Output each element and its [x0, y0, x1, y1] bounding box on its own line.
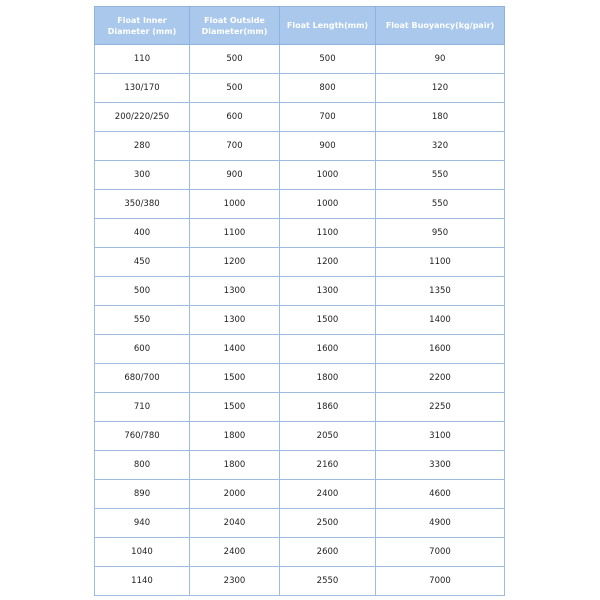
cell-outside-diameter: 1400 [190, 335, 280, 364]
cell-length: 500 [280, 45, 376, 74]
cell-inner-diameter: 280 [95, 132, 190, 161]
cell-inner-diameter: 550 [95, 306, 190, 335]
cell-length: 900 [280, 132, 376, 161]
cell-length: 2600 [280, 538, 376, 567]
table-row [95, 45, 505, 74]
header-outside-diameter: Float Outside Diameter(mm) [190, 7, 280, 45]
cell-buoyancy: 4900 [376, 509, 505, 538]
cell-inner-diameter: 110 [95, 45, 190, 74]
cell-outside-diameter: 900 [190, 161, 280, 190]
cell-outside-diameter: 1300 [190, 306, 280, 335]
cell-length: 700 [280, 103, 376, 132]
table-row [95, 103, 505, 132]
cell-outside-diameter: 1800 [190, 422, 280, 451]
table-row [95, 161, 505, 190]
cell-buoyancy: 550 [376, 190, 505, 219]
cell-outside-diameter: 600 [190, 103, 280, 132]
cell-buoyancy: 7000 [376, 567, 505, 596]
cell-buoyancy: 1350 [376, 277, 505, 306]
cell-buoyancy: 1100 [376, 248, 505, 277]
cell-outside-diameter: 2040 [190, 509, 280, 538]
cell-buoyancy: 950 [376, 219, 505, 248]
cell-buoyancy: 550 [376, 161, 505, 190]
cell-length: 1000 [280, 190, 376, 219]
table-row [95, 190, 505, 219]
table-header [95, 7, 505, 45]
cell-inner-diameter: 200/220/250 [95, 103, 190, 132]
header-row [95, 7, 505, 45]
cell-outside-diameter: 2300 [190, 567, 280, 596]
table-row [95, 335, 505, 364]
cell-length: 1200 [280, 248, 376, 277]
cell-length: 1500 [280, 306, 376, 335]
table-row [95, 422, 505, 451]
cell-outside-diameter: 1100 [190, 219, 280, 248]
cell-buoyancy: 4600 [376, 480, 505, 509]
table-row [95, 567, 505, 596]
cell-buoyancy: 120 [376, 74, 505, 103]
cell-outside-diameter: 1200 [190, 248, 280, 277]
cell-length: 1100 [280, 219, 376, 248]
cell-length: 800 [280, 74, 376, 103]
cell-inner-diameter: 940 [95, 509, 190, 538]
cell-inner-diameter: 1040 [95, 538, 190, 567]
table-row [95, 364, 505, 393]
cell-length: 2050 [280, 422, 376, 451]
cell-buoyancy: 3300 [376, 451, 505, 480]
cell-outside-diameter: 1300 [190, 277, 280, 306]
cell-length: 2500 [280, 509, 376, 538]
cell-outside-diameter: 500 [190, 45, 280, 74]
cell-buoyancy: 2250 [376, 393, 505, 422]
cell-inner-diameter: 300 [95, 161, 190, 190]
cell-outside-diameter: 2000 [190, 480, 280, 509]
header-buoyancy: Float Buoyancy(kg/pair) [376, 7, 505, 45]
cell-outside-diameter: 2400 [190, 538, 280, 567]
table-row [95, 451, 505, 480]
table-row [95, 538, 505, 567]
cell-inner-diameter: 890 [95, 480, 190, 509]
header-length: Float Length(mm) [280, 7, 376, 45]
cell-length: 1800 [280, 364, 376, 393]
cell-length: 1600 [280, 335, 376, 364]
cell-inner-diameter: 680/700 [95, 364, 190, 393]
table-row [95, 306, 505, 335]
cell-buoyancy: 1400 [376, 306, 505, 335]
cell-length: 2400 [280, 480, 376, 509]
cell-buoyancy: 320 [376, 132, 505, 161]
table-row [95, 74, 505, 103]
cell-length: 1000 [280, 161, 376, 190]
cell-inner-diameter: 350/380 [95, 190, 190, 219]
cell-inner-diameter: 800 [95, 451, 190, 480]
table-row [95, 132, 505, 161]
cell-inner-diameter: 760/780 [95, 422, 190, 451]
cell-buoyancy: 2200 [376, 364, 505, 393]
table-row [95, 480, 505, 509]
cell-buoyancy: 7000 [376, 538, 505, 567]
cell-length: 1300 [280, 277, 376, 306]
cell-outside-diameter: 1500 [190, 364, 280, 393]
header-inner-diameter: Float Inner Diameter (mm) [95, 7, 190, 45]
cell-buoyancy: 180 [376, 103, 505, 132]
cell-length: 1860 [280, 393, 376, 422]
cell-outside-diameter: 700 [190, 132, 280, 161]
cell-inner-diameter: 500 [95, 277, 190, 306]
cell-length: 2550 [280, 567, 376, 596]
float-spec-table-container [94, 6, 504, 596]
cell-inner-diameter: 130/170 [95, 74, 190, 103]
cell-inner-diameter: 1140 [95, 567, 190, 596]
cell-buoyancy: 3100 [376, 422, 505, 451]
cell-inner-diameter: 710 [95, 393, 190, 422]
float-spec-table [94, 6, 505, 596]
table-body [95, 45, 505, 596]
cell-buoyancy: 90 [376, 45, 505, 74]
cell-outside-diameter: 500 [190, 74, 280, 103]
table-row [95, 248, 505, 277]
cell-inner-diameter: 400 [95, 219, 190, 248]
cell-outside-diameter: 1800 [190, 451, 280, 480]
table-row [95, 509, 505, 538]
cell-inner-diameter: 600 [95, 335, 190, 364]
cell-outside-diameter: 1500 [190, 393, 280, 422]
table-row [95, 219, 505, 248]
cell-outside-diameter: 1000 [190, 190, 280, 219]
cell-buoyancy: 1600 [376, 335, 505, 364]
table-row [95, 277, 505, 306]
cell-length: 2160 [280, 451, 376, 480]
cell-inner-diameter: 450 [95, 248, 190, 277]
table-row [95, 393, 505, 422]
